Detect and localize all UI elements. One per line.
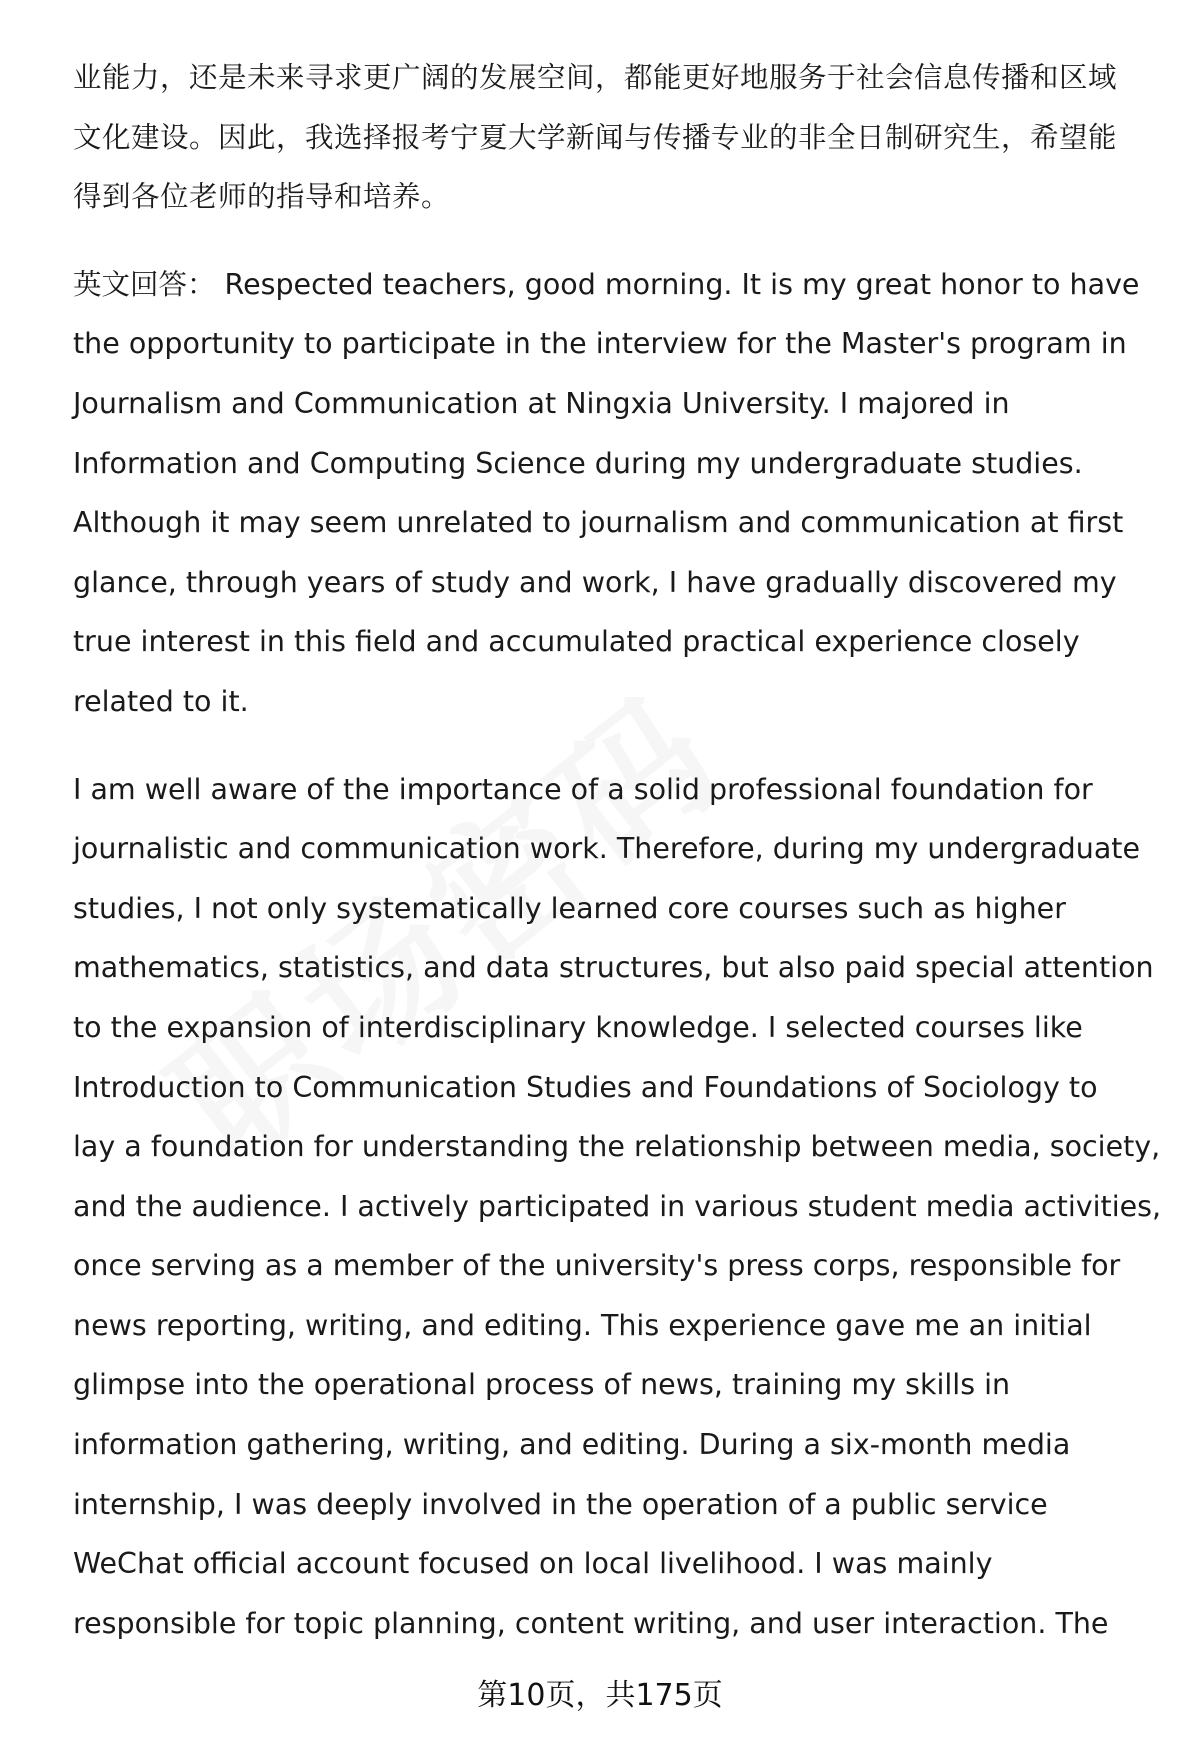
- text-line: news reporting, writing, and editing. This experience gave me an initial: [73, 1308, 1092, 1342]
- text-line: journalistic and communication work. Therefore, during my undergraduate: [73, 832, 1140, 866]
- text-line: the opportunity to participate in the interview for the Master's program in: [73, 327, 1127, 361]
- paragraph-english-answer: [73, 255, 1163, 732]
- text-line: 英文回答： Respected teachers, good morning. It is my great honor to have: [73, 267, 1140, 301]
- text-line: 得到各位老师的指导和培养。: [73, 180, 451, 214]
- text-line: WeChat official account focused on local livelihood. I was mainly: [73, 1547, 993, 1581]
- text-line: glimpse into the operational process of news, training my skills in: [73, 1368, 1011, 1402]
- text-line: mathematics, statistics, and data structures, but also paid special attention: [73, 951, 1154, 985]
- text-line: I am well aware of the importance of a solid professional foundation for: [73, 772, 1093, 806]
- text-line: internship, I was deeply involved in the operation of a public service: [73, 1487, 1048, 1521]
- text-line: lay a foundation for understanding the relationship between media, society,: [73, 1130, 1161, 1164]
- text-line: Information and Computing Science during my undergraduate studies.: [73, 446, 1083, 480]
- text-line: once serving as a member of the university's press corps, responsible for: [73, 1249, 1121, 1283]
- text-line: true interest in this field and accumulated practical experience closely: [73, 625, 1080, 659]
- text-line: related to it.: [73, 684, 249, 718]
- paragraph-chinese-ending: [73, 48, 1163, 227]
- text-line: Although it may seem unrelated to journalism and communication at first: [73, 506, 1124, 540]
- text-line: studies, I not only systematically learned core courses such as higher: [73, 891, 1066, 925]
- page-number-footer: 第10页，共175页: [477, 1678, 723, 1713]
- paragraph-foundation: [73, 760, 1163, 1654]
- text-line: 文化建设。因此，我选择报考宁夏大学新闻与传播专业的非全日制研究生，希望能: [73, 120, 1118, 154]
- text-line: responsible for topic planning, content writing, and user interaction. The: [73, 1606, 1109, 1640]
- text-line: Introduction to Communication Studies and Foundations of Sociology to: [73, 1070, 1098, 1104]
- document-body: [73, 48, 1163, 1681]
- text-line: glance, through years of study and work, I have gradually discovered my: [73, 565, 1117, 599]
- text-line: information gathering, writing, and editing. During a six-month media: [73, 1428, 1071, 1462]
- text-line: Journalism and Communication at Ningxia University. I majored in: [73, 386, 1010, 420]
- text-line: 业能力，还是未来寻求更广阔的发展空间，都能更好地服务于社会信息传播和区域: [73, 61, 1118, 94]
- text-line: to the expansion of interdisciplinary knowledge. I selected courses like: [73, 1010, 1083, 1044]
- text-line: and the audience. I actively participated in various student media activities,: [73, 1189, 1162, 1223]
